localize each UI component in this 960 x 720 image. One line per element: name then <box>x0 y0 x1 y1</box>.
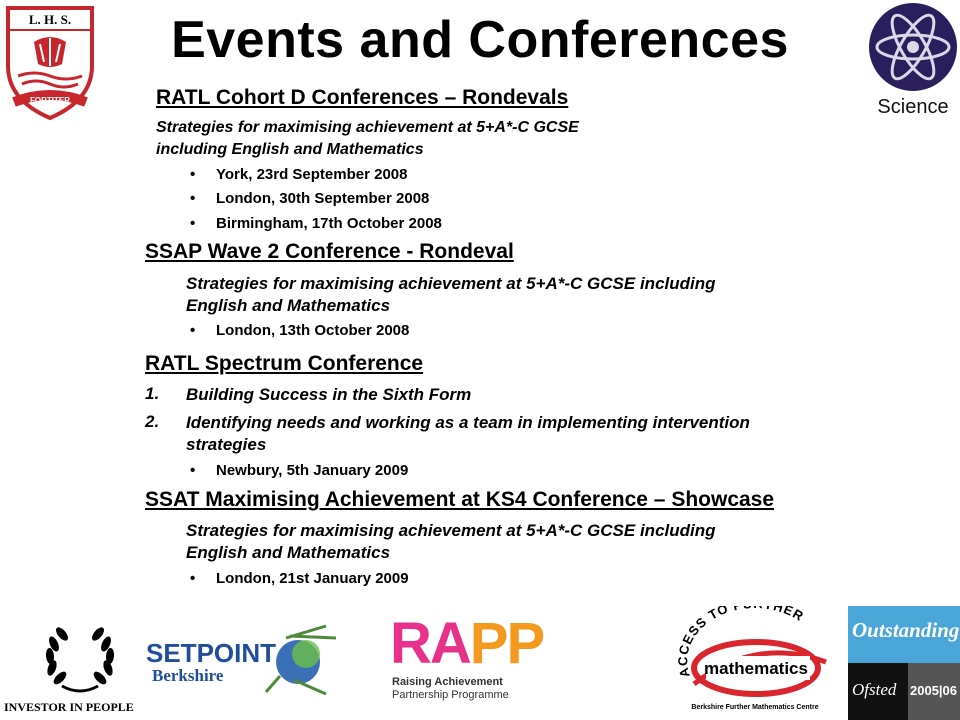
atfm-word: mathematics <box>704 659 808 678</box>
crest-motto: FORTITER <box>30 96 70 105</box>
ofsted-years: 2005|06 <box>910 683 958 698</box>
section-heading-ratl-cohort: RATL Cohort D Conferences – Rondevals <box>156 86 569 109</box>
rapp-logo <box>390 611 550 701</box>
rapp-wordmark: RAPP <box>390 611 544 676</box>
section-description <box>156 117 579 161</box>
atfm-caption: Berkshire Further Mathematics Centre <box>691 704 819 711</box>
page-title: Events and Conferences <box>171 11 789 69</box>
description-line: including English and Mathematics <box>156 141 424 158</box>
setpoint-region: Berkshire <box>152 666 224 685</box>
description-line: English and Mathematics <box>186 296 391 315</box>
setpoint-name: SETPOINT <box>146 638 277 668</box>
numbered-line: strategies <box>186 435 267 454</box>
description-line: Strategies for maximising achievement at 5+A*-C GCSE including <box>186 521 716 540</box>
bullet-item: • Newbury, 5th January 2009 <box>216 462 408 479</box>
list-number: 1. <box>145 384 160 403</box>
numbered-item: Building Success in the Sixth Form <box>186 385 472 404</box>
section-heading-ratl-spectrum: RATL Spectrum Conference <box>145 352 424 375</box>
bullet-item: • London, 30th September 2008 <box>216 190 429 207</box>
rapp-line1: Raising Achievement <box>392 676 503 688</box>
list-number: 2. <box>145 412 160 431</box>
bullet-item: • London, 21st January 2009 <box>216 570 409 587</box>
numbered-line: Identifying needs and working as a team in implementing intervention <box>186 413 750 432</box>
investor-in-people-logo <box>0 608 160 720</box>
description-line: English and Mathematics <box>186 543 391 562</box>
iip-label: INVESTOR IN PEOPLE <box>4 700 134 714</box>
section-heading-ssap: SSAP Wave 2 Conference - Rondeval <box>145 240 514 263</box>
description-line: Strategies for maximising achievement at 5+A*-C GCSE including <box>186 274 716 293</box>
atfm-arc-text: ACCESS TO HER <box>676 606 807 680</box>
ofsted-label: Ofsted <box>852 680 897 699</box>
rapp-line2: Partnership Programme <box>392 689 509 701</box>
section-description <box>186 520 716 564</box>
bullet-item: • London, 13th October 2008 <box>216 322 409 339</box>
section-heading-ssat: SSAT Maximising Achievement at KS4 Conference – Showcase <box>145 488 775 511</box>
setpoint-berkshire-logo <box>146 618 356 698</box>
outstanding-label: Outstanding <box>852 618 960 642</box>
crest-letters: L. H. S. <box>28 12 72 27</box>
section-description <box>186 273 716 317</box>
laurel-wreath-icon <box>0 608 160 698</box>
numbered-item <box>186 412 750 456</box>
bullet-item: • York, 23rd September 2008 <box>216 166 407 183</box>
science-label: Science <box>877 96 949 118</box>
ofsted-outstanding-badge <box>848 606 960 720</box>
access-further-maths-logo <box>676 606 834 718</box>
bullet-item: • Birmingham, 17th October 2008 <box>216 215 442 232</box>
description-line: Strategies for maximising achievement at 5+A*-C GCSE <box>156 119 579 136</box>
